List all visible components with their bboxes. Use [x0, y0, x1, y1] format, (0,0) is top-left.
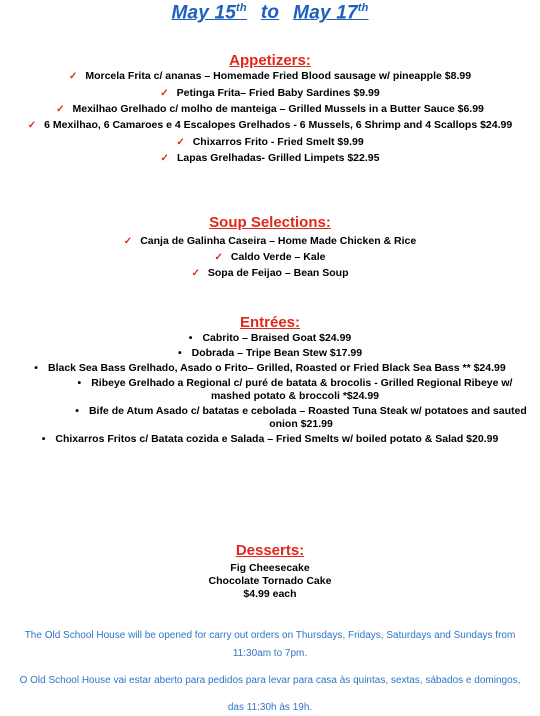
hours-note-english-line2: 11:30am to 7pm. — [232, 648, 308, 659]
date-separator: to — [260, 2, 280, 24]
bullet-icon: • — [188, 332, 193, 344]
checkmark-icon: ✓ — [176, 137, 185, 148]
checkmark-icon: ✓ — [123, 236, 133, 247]
checkmark-icon: ✓ — [68, 71, 78, 82]
bullet-icon: • — [41, 433, 46, 445]
appetizers-heading: Appetizers: — [229, 52, 311, 69]
list-item: • Dobrada – Tripe Bean Stew $17.99 — [177, 347, 363, 359]
list-item: • Cabrito – Braised Goat $24.99 — [188, 332, 352, 344]
list-item: ✓ Mexilhao Grelhado c/ molho de manteiga – Grilled Mussels in a Butter Sauce $6.99 — [56, 103, 484, 115]
list-item: ✓ Canja de Galinha Caseira – Home Made Chicken & Rice — [123, 235, 417, 247]
checkmark-icon: ✓ — [191, 268, 200, 279]
list-item: ✓ Sopa de Feijao – Bean Soup — [191, 267, 349, 279]
bullet-icon: • — [34, 362, 38, 374]
list-item: ✓ Morcela Frita c/ ananas – Homemade Fried Blood sausage w/ pineapple $8.99 — [68, 70, 472, 82]
desserts-heading: Desserts: — [235, 542, 305, 559]
bullet-icon: • — [77, 377, 82, 389]
list-item: ✓ 6 Mexilhao, 6 Camaroes e 4 Escalopes Grelhados - 6 Mussels, 6 Shrimp and 4 Scallops $24.99 — [27, 119, 513, 131]
end-date: May 17 — [293, 2, 358, 24]
list-item: • Black Sea Bass Grelhado, Asado o Frito– Grilled, Roasted or Fried Black Sea Bass ** $24.99 — [34, 362, 506, 374]
bullet-icon: • — [177, 347, 182, 359]
list-item: • Chixarros Fritos c/ Batata cozida e Salada – Fried Smelts w/ boiled potato & Salad $20.99 — [41, 433, 499, 445]
hours-note-portuguese-line2: das 11:30h às 19h. — [227, 702, 313, 713]
list-item: ✓ Petinga Frita– Fried Baby Sardines $9.99 — [160, 87, 380, 99]
hours-note-english-line1: The Old School House will be opened for carry out orders on Thursdays, Fridays, Saturdays and Sundays from — [24, 630, 516, 641]
price-note: $4.99 each — [243, 588, 297, 600]
list-item: ✓ Lapas Grelhadas- Grilled Limpets $22.95 — [160, 152, 380, 164]
end-date-suffix: th — [357, 2, 369, 14]
soups-heading: Soup Selections: — [209, 214, 331, 231]
list-item: ✓ Chixarros Frito - Fried Smelt $9.99 — [176, 136, 364, 148]
start-date-suffix: th — [236, 2, 247, 14]
checkmark-icon: ✓ — [160, 153, 169, 164]
list-item: • Bife de Atum Asado c/ batatas e cebolada – Roasted Tuna Steak w/ potatoes and sauted onion $21.99 — [75, 405, 527, 430]
list-item: • Ribeye Grelhado a Regional c/ puré de batata & brocolis - Grilled Regional Ribeye w/ mashed potato & broccoli *$24.99 — [77, 377, 513, 402]
page-title — [0, 2, 540, 24]
checkmark-icon: ✓ — [56, 104, 65, 115]
list-item: Chocolate Tornado Cake — [208, 575, 332, 587]
list-item: ✓ Caldo Verde – Kale — [214, 251, 326, 263]
hours-note-portuguese-line1: O Old School House vai estar aberto para pedidos para levar para casa às quintas, sextas, sábados e domingos, — [19, 675, 521, 686]
checkmark-icon: ✓ — [27, 120, 37, 131]
checkmark-icon: ✓ — [214, 252, 223, 263]
list-item: Fig Cheesecake — [230, 562, 310, 574]
checkmark-icon: ✓ — [160, 88, 169, 99]
start-date: May 15 — [171, 2, 237, 24]
bullet-icon: • — [75, 405, 79, 417]
entrees-heading: Entrées: — [239, 314, 301, 331]
